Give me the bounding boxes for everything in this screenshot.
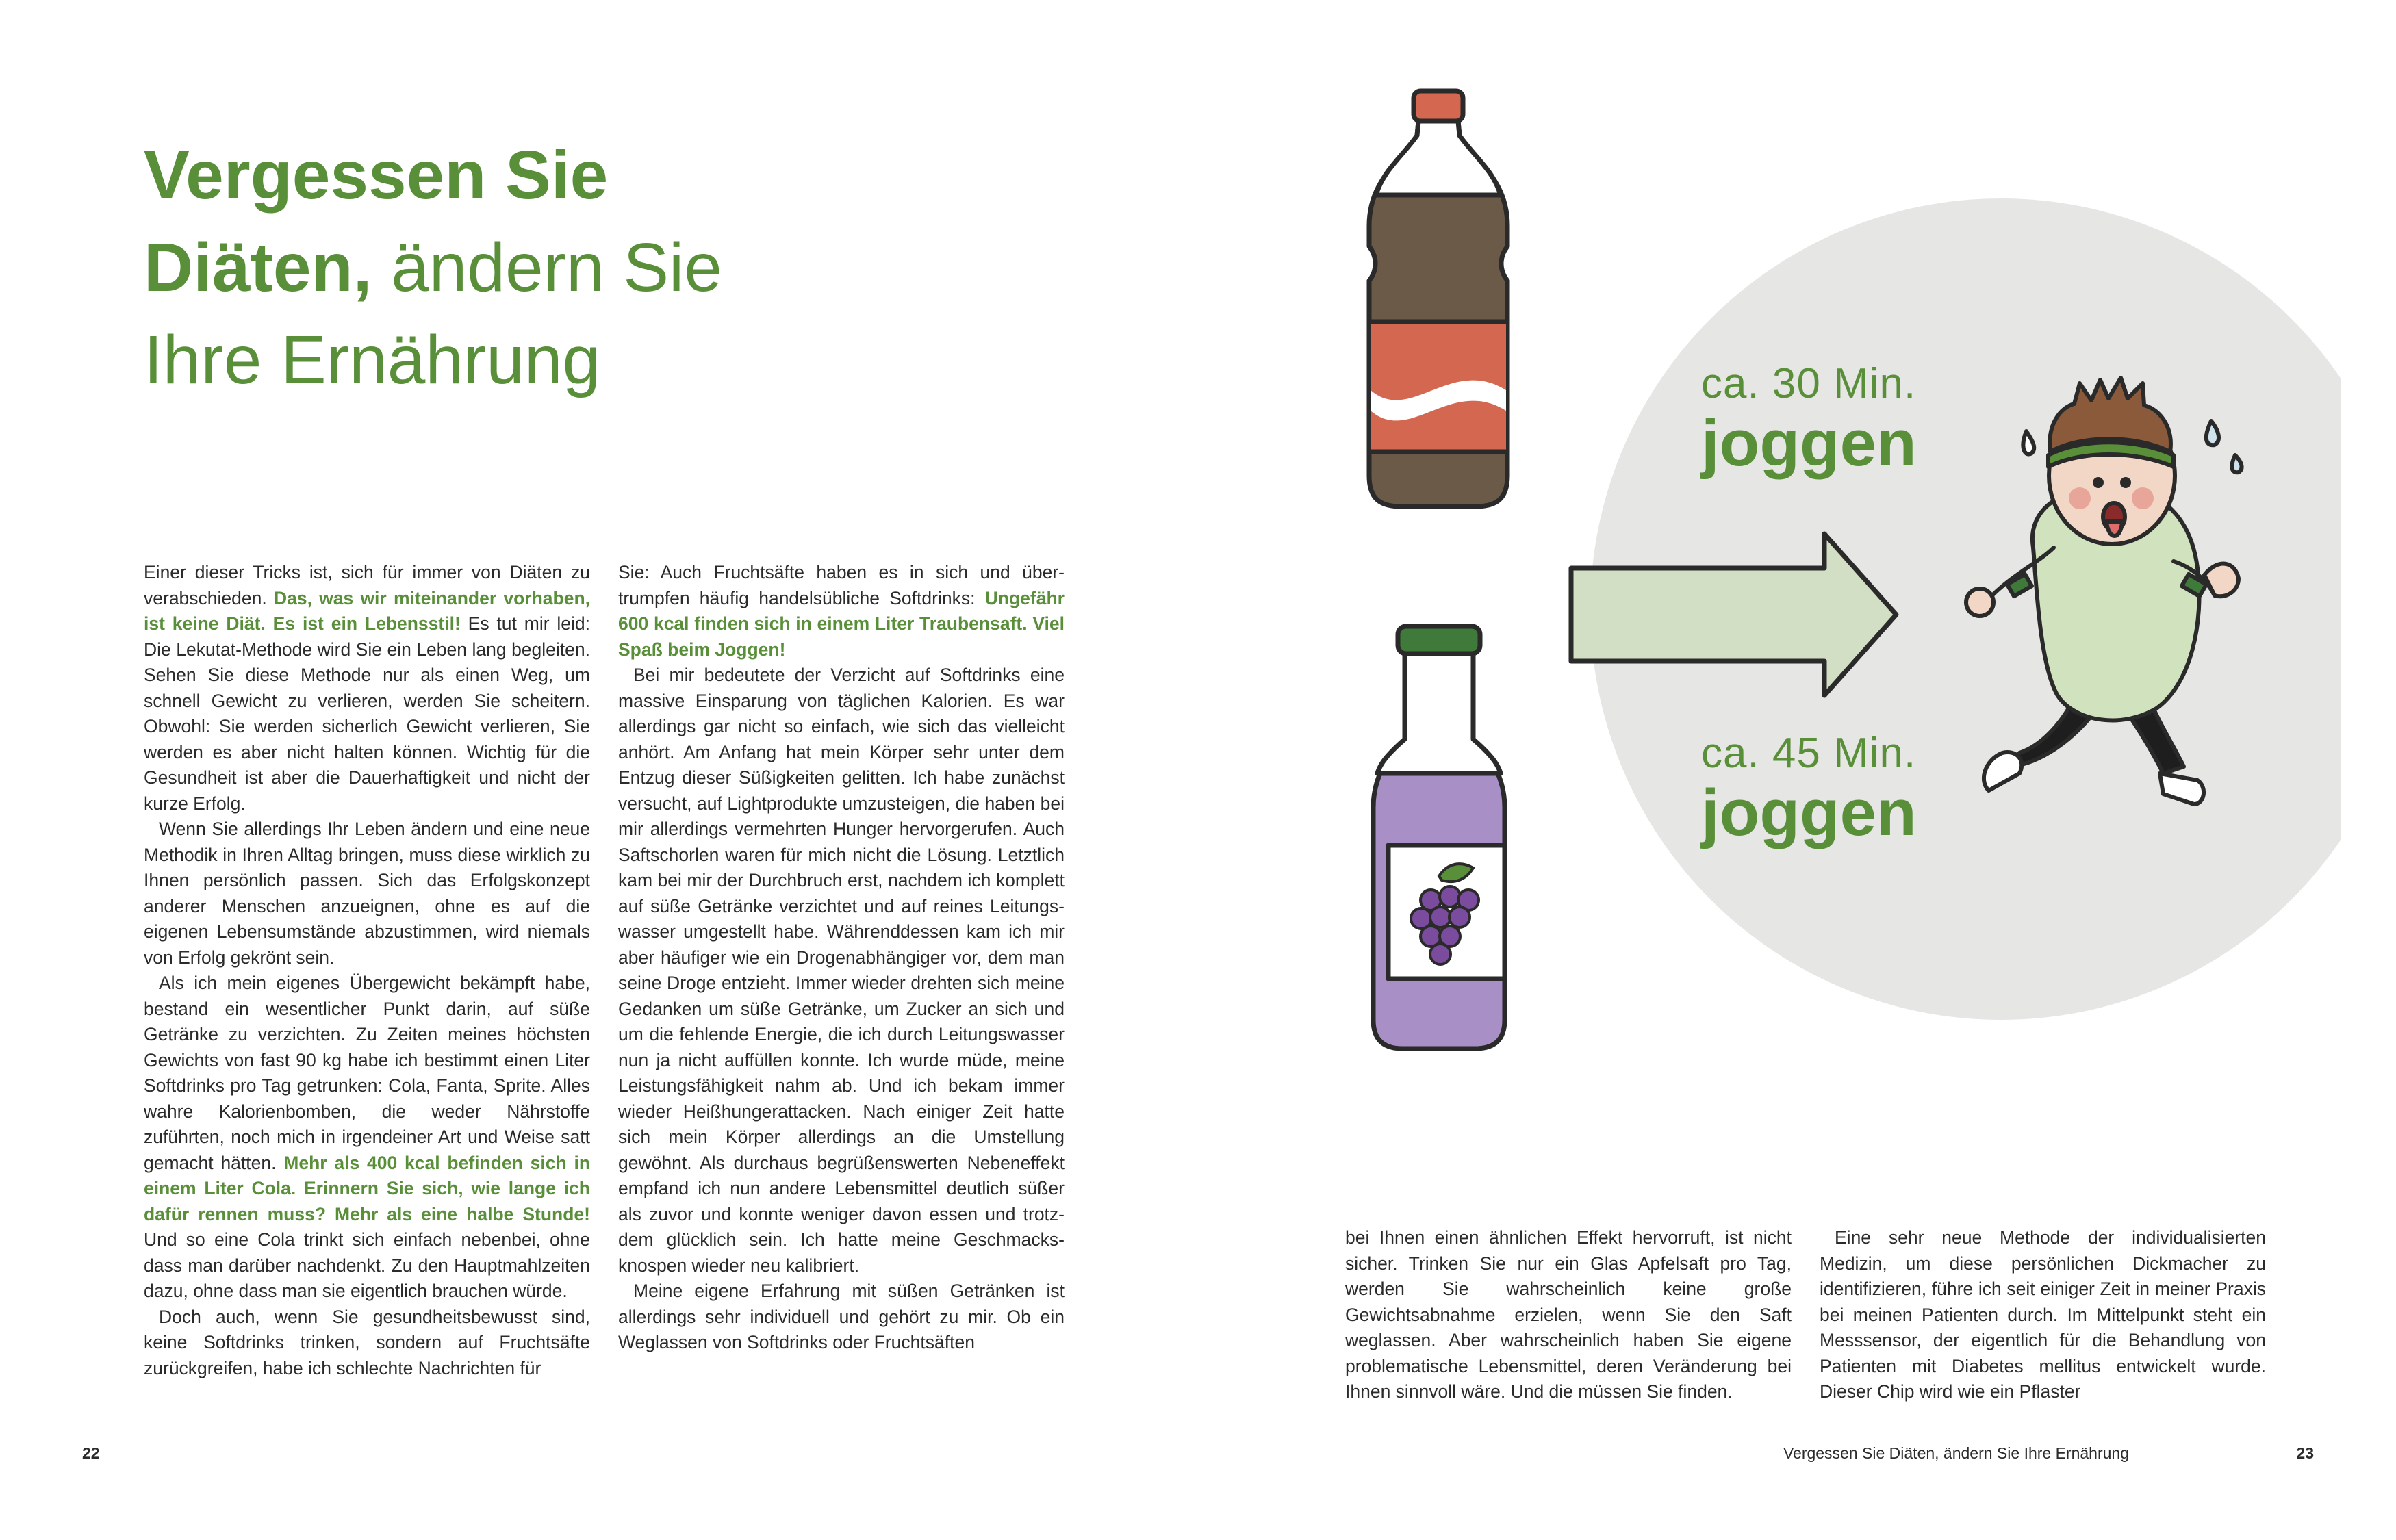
page-title (144, 137, 722, 414)
body-text: Sie: Auch Fruchtsäfte haben es in sich und übertrumpfen häufig handelsübliche Softdrinks: (618, 562, 1065, 608)
grape-jogging-activity: joggen (1701, 776, 1917, 849)
text-column-3 (1345, 1225, 1792, 1405)
text-column-4 (1820, 1225, 2266, 1405)
text-column-1 (144, 560, 590, 1381)
body-text: Und so eine Cola trinkt sich einfach nebenbei, ohne dass man darüber nachdenkt. Zu den Hauptmahlzeiten dazu, ohne dass man sie eigentlich brauchen würde. (144, 1229, 590, 1301)
grape-jogging-minutes: ca. 45 Min. (1701, 730, 1917, 777)
paragraph: Eine sehr neue Methode der individualisierten Medizin, um diese persönlichen Dickmacher zu identifizieren, führe ich seit einiger Zeit in meiner Praxis bei meinen Patienten durch. Im Mittelpunkt steht ein Messsensor, der eigentlich für die Behandlung von Patienten mit Diabetes mellitus entwickelt wurde. Dieser Chip wird wie ein Pflaster (1820, 1227, 2266, 1402)
body-text: Einer dieser Tricks ist, sich für immer von Diäten zu verabschieden. (144, 562, 590, 608)
page-number-right: 23 (2296, 1444, 2314, 1462)
text-column-2 (618, 560, 1065, 1356)
body-text: Es tut mir leid: Die Lekutat-Methode wird Sie ein Leben lang begleiten. Sehen Sie diese Methode nur als einen Weg, um schnell Gewicht zu verlieren, werden Sie scheitern. Obwohl: Sie werden sicherlich Gewicht verlieren, Sie werden es aber nicht halten können. Wichtig für die Gesundheit ist aber die Dauerhaftigkeit und nicht der kurze Erfolg. (144, 613, 590, 814)
paragraph: Bei mir bedeutete der Verzicht auf Softdrinks eine massive Einsparung von täglichen Kalorien. Es war allerdings gar nicht so einfach, wie sich das vielleicht anhört. Am Anfang hat mein Körper sehr unter dem Entzug dieser Süßigkeiten gelitten. Ich habe zunächst versucht, auf Lightprodukte umzusteigen, die haben bei mir allerdings vermehrten Hunger hervorgerufen. Auch Saftschorlen waren für mich nicht die Lösung. Letztlich kam bei mir der Durchbruch erst, nachdem ich komplett auf süße Getränke verzichtet und auf reines Leitungswasser umgestellt habe. Währenddessen kam ich mir aber häufiger wie ein Drogenabhängiger vor, dem man seine Droge entzieht. Immer wieder drehten sich meine Gedanken um süße Getränke, um Zucker an sich und um die fehlende Energie, die ich durch Leitungswasser nun ja nicht auffüllen konnte. Ich wurde müde, meine Leistungsfähigkeit nahm ab. Und ich bekam immer wieder Heißhungerattacken. Nach einiger Zeit hatte sich mein Körper allerdings an die Umstellung gewöhnt. Als durchaus begrüßenswerten Nebeneffekt empfand ich nun andere Lebensmittel deutlich süßer als zuvor und konnte weniger davon essen und trotzdem glücklich sein. Ich hatte meine Geschmacksknospen wieder neu kalibriert. (618, 665, 1065, 1276)
cola-jogging-minutes: ca. 30 Min. (1701, 360, 1917, 407)
paragraph: Meine eigene Erfahrung mit süßen Getränken ist allerdings sehr individuell und gehört zu mir. Ob ein Weglassen von Softdrinks oder Fruchtsäften (618, 1281, 1065, 1352)
paragraph (144, 971, 590, 1305)
paragraph (144, 560, 590, 817)
paragraph: bei Ihnen einen ähnlichen Effekt hervorruft, ist nicht sicher. Trinken Sie nur ein Glas Apfelsaft pro Tag, werden Sie wahrscheinlich keine große Gewichtsabnahme erzielen, wenn Sie den Saft weglassen. Aber wahrscheinlich haben Sie eigene problematische Lebensmittel, deren Veränderung bei Ihnen sinnvoll wäre. Und die müssen Sie finden. (1345, 1227, 1792, 1402)
title-line-3: Ihre Ernährung (144, 322, 601, 398)
paragraph: Wenn Sie allerdings Ihr Leben ändern und eine neue Methodik in Ihren Alltag bringen, muss diese wirklich zu Ihnen persönlich passen. Sich das Erfolgskonzept anderer Menschen anzueignen, ohne es auf die eigenen Lebensumstände abzustimmen, wird niemals von Erfolg gekrönt sein. (144, 819, 590, 968)
title-line-2-light: ändern Sie (372, 229, 722, 306)
grape-jogging-label (1701, 730, 1917, 849)
cola-jogging-label (1701, 360, 1917, 480)
page-number-left: 22 (82, 1444, 100, 1462)
cola-bottle-icon (1369, 91, 1507, 506)
body-text: Als ich mein eigenes Übergewicht bekämpft habe, bestand ein wesentlicher Punkt darin, auf süße Getränke zu verzichten. Zu Zeiten meines höchsten Gewichts von fast 90 kg habe ich bestimmt einen Liter Softdrinks pro Tag getrunken: Cola, Fanta, Sprite. Alles wahre Kalorienbomben, die weder Nährstoffe zuführten, noch mich in irgendeiner Art und Weise satt gemacht hätten. (144, 973, 590, 1173)
highlight-text: Ungefähr 600 kcal finden sich in einem Liter Traubensaft. Viel Spaß beim Joggen! (618, 587, 1065, 660)
title-line-2-bold: Diäten, (144, 229, 372, 306)
paragraph (618, 560, 1065, 663)
highlight-text: Mehr als 400 kcal befinden sich in einem Liter Cola. Erinnern Sie sich, wie lange ich dafür rennen muss? Mehr als eine halbe Stunde! (144, 1152, 590, 1224)
grape-juice-bottle-icon (1373, 626, 1505, 1049)
cola-jogging-activity: joggen (1701, 407, 1917, 480)
drinks-illustration (1314, 68, 2341, 1068)
title-line-1: Vergessen Sie (144, 137, 609, 214)
running-head: Vergessen Sie Diäten, ändern Sie Ihre Ernährung (1783, 1444, 2129, 1462)
highlight-text: Das, was wir miteinander vorhaben, ist keine Diät. Es ist ein Lebensstil! (144, 587, 590, 634)
paragraph: Doch auch, wenn Sie gesundheitsbewusst sind, keine Softdrinks trinken, sondern auf Fruchtsäfte zurückgreifen, habe ich schlechte Nachrichten für (144, 1306, 590, 1378)
